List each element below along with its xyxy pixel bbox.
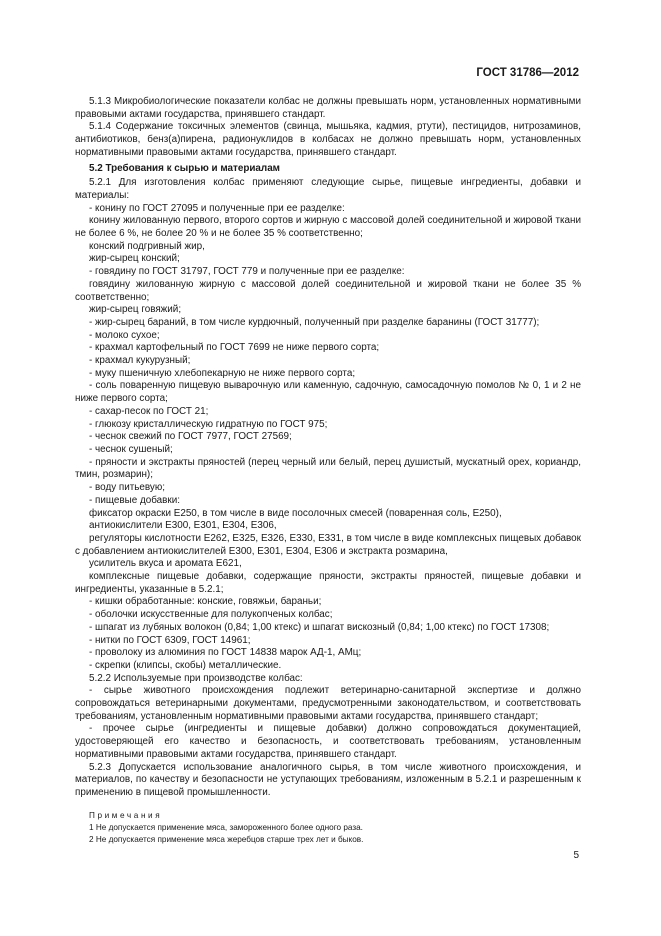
paragraph: - сырье животного происхождения подлежит ветеринарно-санитарной экспертизе и должно сопровождаться ветеринарными документами, предусмотренными законодательством, и соответствовать требованиям, установленным нормативными правовыми актами государства, принявшего стандарт; [75,685,581,722]
paragraph: комплексные пищевые добавки, содержащие пряности, экстракты пряностей, пищевые добавки и ингредиенты, указанные в 5.2.1; [75,571,581,595]
notes-section [75,810,581,847]
note-item: 2 Не допускается применение мяса жеребцов старше трех лет и быков. [89,835,364,845]
paragraph: - молоко сухое; [89,329,160,341]
paragraph: 5.1.4 Содержание токсичных элементов (свинца, мышьяка, кадмия, ртути), пестицидов, нитрозаминов, антибиотиков, бенз(а)пирена, радионуклидов в колбасах не должно превышать норм, установленных нормативными правовыми актами государства, принявшего стандарт. [75,121,581,158]
page-number: 5 [573,850,579,861]
paragraph: - шпагат из лубяных волокон (0,84; 1,00 ктекс) и шпагат вискозный (0,84; 1,00 ктекс) по ГОСТ 17308; [89,621,550,633]
paragraph: - говядину по ГОСТ 31797, ГОСТ 779 и полученные при ее разделке: [89,266,405,278]
paragraph: - жир-сырец бараний, в том числе курдючный, полученный при разделке баранины (ГОСТ 31777); [89,316,540,328]
paragraph: - конину по ГОСТ 27095 и полученные при ее разделке: [89,202,345,214]
paragraph: 5.2.1 Для изготовления колбас применяют следующие сырье, пищевые ингредиенты, добавки и материалы: [75,177,581,201]
section-heading: 5.2 Требования к сырью и материалам [89,162,280,174]
paragraph: антиокислители Е300, Е301, Е304, Е306, [89,520,277,532]
paragraph: - пищевые добавки: [89,494,180,506]
paragraph: - крахмал картофельный по ГОСТ 7699 не ниже первого сорта; [89,342,380,354]
paragraph: - пряности и экстракты пряностей (перец черный или белый, перец душистый, мускатный орех, кориандр, тмин, розмарин); [75,456,581,481]
paragraph: 5.2.3 Допускается использование аналогичного сырья, в том числе животного происхождения, и материалов, по качеству и безопасности не уступающих требованиям, изложенным в 5.2.1 и разрешенным к применению в пищевой промышленности. [75,761,581,798]
paragraph: - чеснок сушеный; [89,443,173,455]
paragraph: 5.2.2 Используемые при производстве колбас: [89,672,303,684]
note-item: 1 Не допускается применение мяса, замороженного более одного раза. [89,823,363,833]
paragraph: - чеснок свежий по ГОСТ 7977, ГОСТ 27569; [89,431,292,443]
paragraph: 5.1.3 Микробиологические показатели колбас не должны превышать норм, установленных нормативными правовыми актами государства, принявшего стандарт. [75,96,581,120]
paragraph: - глюкозу кристаллическую гидратную по ГОСТ 975; [89,418,328,430]
paragraph: регуляторы кислотности Е262, Е325, Е326, Е330, Е331, в том числе в виде комплексных пищевых добавок с добавлением антиокислителей Е300, Е301, Е304, Е306 и экстракта розмарина, [75,532,581,557]
paragraph: - сахар-песок по ГОСТ 21; [89,405,209,417]
paragraph: - крахмал кукурузный; [89,355,191,367]
paragraph: - соль поваренную пищевую выварочную или каменную, садочную, самосадочную помолов № 0, 1 и 2 не ниже первого сорта; [75,380,581,405]
document-header: ГОСТ 31786—2012 [476,67,579,79]
paragraph: - муку пшеничную хлебопекарную не ниже первого сорта; [89,367,356,379]
paragraph: конский подгривный жир, [89,240,205,252]
notes-title: Примечания [89,810,163,820]
paragraph: - прочее сырье (ингредиенты и пищевые добавки) должно сопровождаться документацией, удостоверяющей его качество и безопасность, и соответствовать требованиям, установленным нормативными правовыми актами государства, принявшего стандарт. [75,723,581,760]
document-body [75,96,581,847]
paragraph: конину жилованную первого, второго сортов и жирную с массовой долей соединительной и жировой ткани не более 6 %, не более 20 % и не более 35 % соответственно; [75,215,581,240]
paragraph: - проволоку из алюминия по ГОСТ 14838 марок АД-1, АМц; [89,647,362,659]
paragraph: жир-сырец конский; [89,253,180,265]
paragraph: - нитки по ГОСТ 6309, ГОСТ 14961; [89,634,251,646]
paragraph: говядину жилованную жирную с массовой долей соединительной и жировой ткани не более 35 % соответственно; [75,278,581,303]
paragraph: - воду питьевую; [89,482,166,494]
paragraph: жир-сырец говяжий; [89,304,182,316]
paragraph: - оболочки искусственные для полукопченых колбас; [89,609,333,621]
paragraph: фиксатор окраски Е250, в том числе в виде посолочных смесей (поваренная соль, Е250), [89,507,502,519]
paragraph: усилитель вкуса и аромата Е621, [89,558,242,570]
paragraph: - кишки обработанные: конские, говяжьи, бараньи; [89,596,322,608]
paragraph: - скрепки (клипсы, скобы) металлические. [89,659,282,671]
